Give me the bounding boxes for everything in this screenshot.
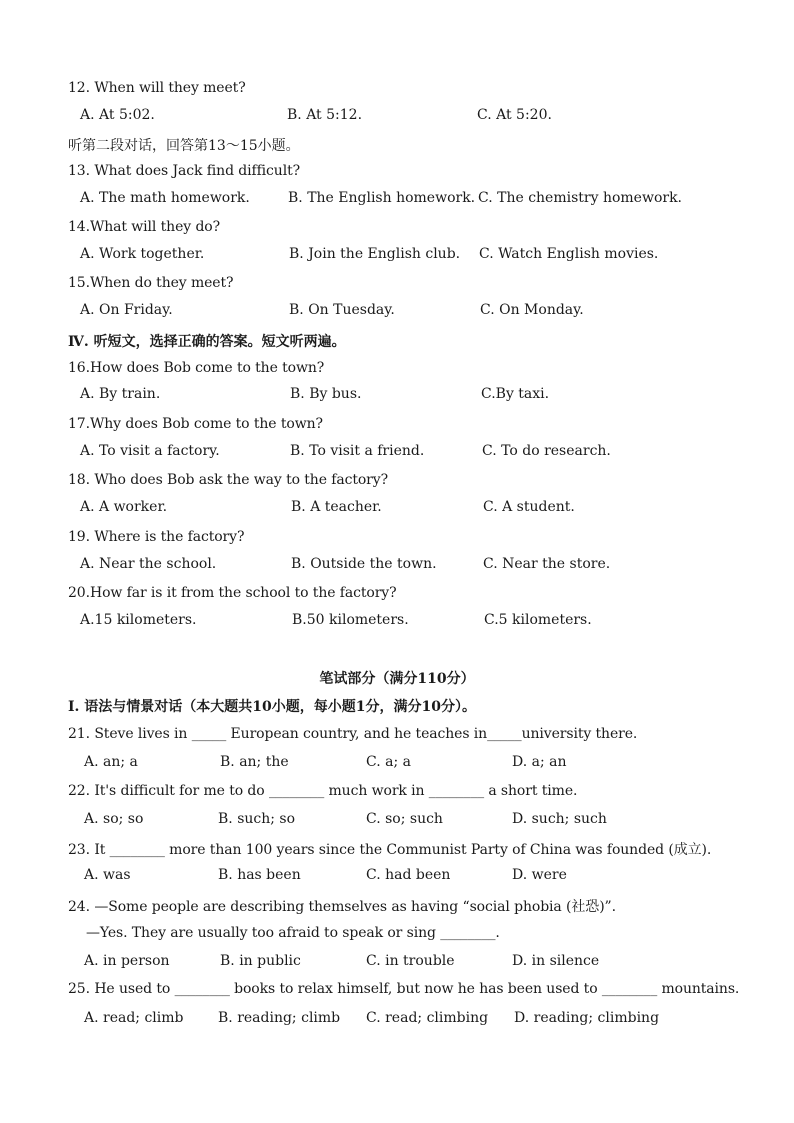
option-a: A. so; so (84, 811, 144, 827)
question-15-options (0, 302, 794, 322)
option-d: D. such; such (512, 811, 607, 827)
option-c: C. had been (366, 867, 451, 883)
question-25-stem: 25. He used to ________ books to relax himself, but now he has been used to ________ mountains. (68, 981, 740, 997)
option-b: B. an; the (220, 754, 289, 770)
question-24-stem: 24. —Some people are describing themselves as having “social phobia (社恐)”. (68, 899, 616, 915)
section-1-title: Ⅰ. 语法与情景对话（本大题共10小题，每小题1分，满分10分）。 (68, 699, 477, 715)
option-d: D. were (512, 867, 567, 883)
option-c: C. a; a (366, 754, 411, 770)
written-part-title: 笔试部分（满分110分） (319, 671, 475, 687)
question-17-options (0, 443, 794, 463)
dialogue-2-instruction: 听第二段对话，回答第13～15小题。 (68, 138, 300, 154)
option-c: C. Near the store. (483, 556, 611, 572)
option-c: C. in trouble (366, 953, 455, 969)
question-15-stem: 15.When do they meet? (68, 275, 234, 291)
question-19-stem: 19. Where is the factory? (68, 529, 245, 545)
option-b: B.50 kilometers. (292, 612, 409, 628)
option-c: C. At 5:20. (477, 107, 552, 123)
option-b: B. Outside the town. (291, 556, 437, 572)
option-b: B. The English homework. (288, 190, 476, 206)
option-a: A. was (84, 867, 131, 883)
option-c: C.By taxi. (481, 386, 550, 402)
question-12-options (0, 107, 794, 127)
question-12-stem: 12. When will they meet? (68, 80, 246, 96)
question-23-stem: 23. It ________ more than 100 years since the Communist Party of China was founded (成立). (68, 842, 712, 858)
option-a: A. A worker. (80, 499, 168, 515)
option-b: B. such; so (218, 811, 296, 827)
question-13-stem: 13. What does Jack find difficult? (68, 163, 301, 179)
option-c: C. To do research. (482, 443, 611, 459)
question-13-options (0, 190, 794, 210)
option-b: B. A teacher. (291, 499, 382, 515)
option-c: C. On Monday. (480, 302, 584, 318)
option-c: C. read; climbing (366, 1010, 489, 1026)
question-19-options (0, 556, 794, 576)
question-20-options (0, 612, 794, 632)
question-24-reply: —Yes. They are usually too afraid to speak or sing ________. (86, 925, 500, 941)
option-b: B. in public (220, 953, 301, 969)
option-b: B. Join the English club. (289, 246, 461, 262)
question-14-stem: 14.What will they do? (68, 219, 221, 235)
option-a: A. The math homework. (80, 190, 250, 206)
option-a: A. read; climb (84, 1010, 184, 1026)
option-a: A. On Friday. (80, 302, 173, 318)
option-b: B. On Tuesday. (289, 302, 395, 318)
option-c: C. Watch English movies. (479, 246, 659, 262)
question-17-stem: 17.Why does Bob come to the town? (68, 416, 323, 432)
question-16-options (0, 386, 794, 406)
question-23-options (0, 867, 794, 887)
option-a: A. an; a (84, 754, 138, 770)
option-a: A.15 kilometers. (80, 612, 197, 628)
option-c: C. A student. (483, 499, 575, 515)
option-a: A. At 5:02. (80, 107, 155, 123)
option-b: B. reading; climb (218, 1010, 341, 1026)
question-18-options (0, 499, 794, 519)
option-c: C.5 kilometers. (484, 612, 592, 628)
option-d: D. a; an (512, 754, 567, 770)
option-d: D. in silence (512, 953, 600, 969)
section-4-title: Ⅳ. 听短文，选择正确的答案。短文听两遍。 (68, 334, 346, 350)
question-21-options (0, 754, 794, 774)
option-b: B. At 5:12. (287, 107, 363, 123)
question-14-options (0, 246, 794, 266)
question-22-options (0, 811, 794, 831)
option-b: B. has been (218, 867, 301, 883)
option-b: B. By bus. (290, 386, 362, 402)
option-c: C. so; such (366, 811, 443, 827)
option-a: A. Near the school. (80, 556, 217, 572)
option-a: A. By train. (80, 386, 161, 402)
question-20-stem: 20.How far is it from the school to the factory? (68, 585, 397, 601)
option-c: C. The chemistry homework. (478, 190, 683, 206)
question-21-stem: 21. Steve lives in _____ European country, and he teaches in_____university there. (68, 726, 638, 742)
question-22-stem: 22. It's difficult for me to do ________ much work in ________ a short time. (68, 783, 578, 799)
option-a: A. in person (84, 953, 170, 969)
option-a: A. Work together. (80, 246, 205, 262)
option-a: A. To visit a factory. (80, 443, 220, 459)
option-b: B. To visit a friend. (290, 443, 425, 459)
question-18-stem: 18. Who does Bob ask the way to the factory? (68, 472, 388, 488)
question-16-stem: 16.How does Bob come to the town? (68, 360, 325, 376)
question-25-options (0, 1010, 794, 1030)
option-d: D. reading; climbing (514, 1010, 660, 1026)
question-24-options (0, 953, 794, 973)
